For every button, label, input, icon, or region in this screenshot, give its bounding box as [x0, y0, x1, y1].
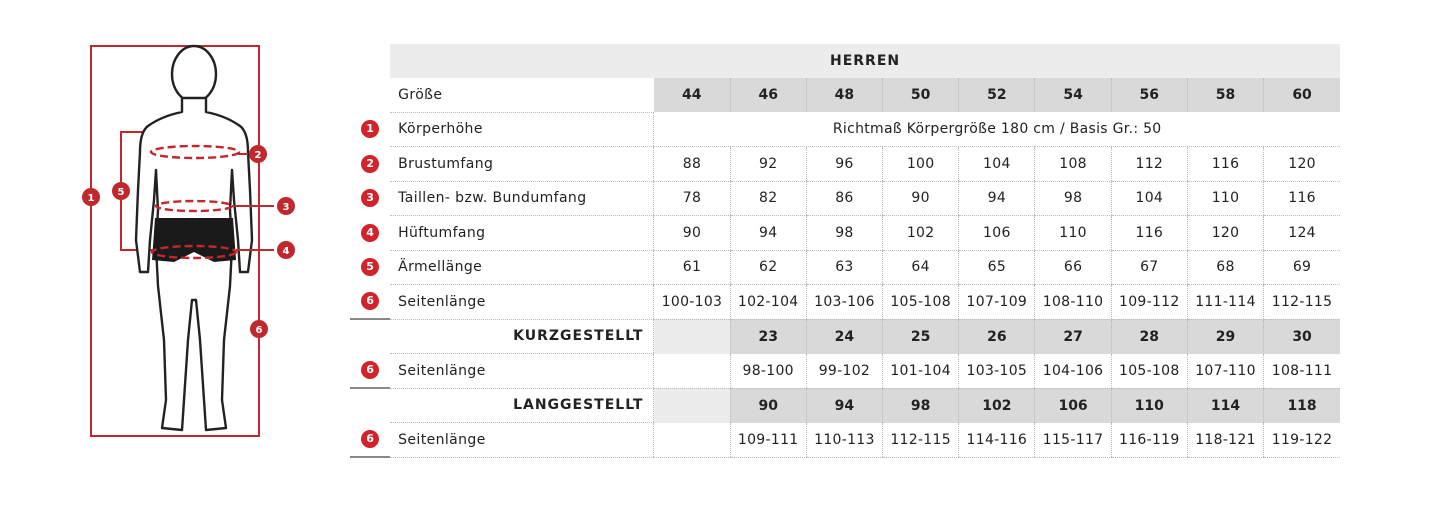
- measurement-label: Körperhöhe: [390, 112, 654, 147]
- measurement-value: 105-108: [1111, 354, 1187, 389]
- body-measurement-figure: [78, 40, 308, 440]
- measurement-value: 114-116: [959, 423, 1035, 458]
- measurement-value: 64: [883, 250, 959, 285]
- measurement-value: 118-121: [1187, 423, 1263, 458]
- size-header-cell: 50: [883, 78, 959, 112]
- measurement-value: 110: [1187, 181, 1263, 216]
- section-label: LANGGESTELLT: [390, 388, 654, 423]
- measurement-value: 112: [1111, 147, 1187, 182]
- section-size-cell: 27: [1035, 319, 1111, 354]
- table-title: HERREN: [390, 44, 1340, 78]
- size-header-row: [350, 78, 1340, 112]
- measurement-value: 112-115: [883, 423, 959, 458]
- kurzgestellt-header-row: [350, 319, 1340, 354]
- number-badge: 6: [361, 292, 379, 310]
- measurement-value: 102-104: [730, 285, 806, 320]
- measurement-value: 107-109: [959, 285, 1035, 320]
- marker-6-label: 6: [255, 325, 263, 336]
- measurement-value: 63: [806, 250, 882, 285]
- section-size-cell: 102: [959, 388, 1035, 423]
- measurement-row: [350, 147, 1340, 182]
- measurement-value: 111-114: [1187, 285, 1263, 320]
- measurement-value: 115-117: [1035, 423, 1111, 458]
- measurement-value: 108-111: [1264, 354, 1340, 389]
- measurement-value: 94: [959, 181, 1035, 216]
- section-size-cell: 28: [1111, 319, 1187, 354]
- marker-4-label: 4: [282, 246, 290, 257]
- number-badge: 1: [361, 120, 379, 138]
- measurement-value: 106: [959, 216, 1035, 251]
- measurement-row: [350, 216, 1340, 251]
- section-size-cell: 106: [1035, 388, 1111, 423]
- measurement-value: 120: [1187, 216, 1263, 251]
- measurement-label: Hüftumfang: [390, 216, 654, 251]
- kurzgestellt-row: [350, 354, 1340, 389]
- measurement-value: [654, 423, 730, 458]
- measurement-value: 66: [1035, 250, 1111, 285]
- measurement-row: [350, 181, 1340, 216]
- measurement-value: 103-105: [959, 354, 1035, 389]
- section-size-cell: 24: [806, 319, 882, 354]
- measurement-value: 100-103: [654, 285, 730, 320]
- langgestellt-header-row: [350, 388, 1340, 423]
- measurement-value: 90: [883, 181, 959, 216]
- measurement-row: [350, 285, 1340, 320]
- number-badge: 3: [361, 189, 379, 207]
- size-header-cell: 48: [806, 78, 882, 112]
- section-size-cell: 30: [1264, 319, 1340, 354]
- size-header-cell: 60: [1264, 78, 1340, 112]
- section-size-cell: 110: [1111, 388, 1187, 423]
- section-size-cell: 90: [730, 388, 806, 423]
- measurement-value: 116: [1111, 216, 1187, 251]
- marker-2-label: 2: [254, 150, 262, 161]
- size-header-cell: 44: [654, 78, 730, 112]
- section-size-cell: 118: [1264, 388, 1340, 423]
- measurement-value: 98: [1035, 181, 1111, 216]
- measurement-value: 65: [959, 250, 1035, 285]
- number-badge: 2: [361, 155, 379, 173]
- section-size-cell: 98: [883, 388, 959, 423]
- measurement-value: [654, 354, 730, 389]
- measurement-value: 124: [1264, 216, 1340, 251]
- measurement-value: 99-102: [806, 354, 882, 389]
- reference-note: Richtmaß Körpergröße 180 cm / Basis Gr.: 50: [654, 112, 1340, 147]
- measurement-value: 61: [654, 250, 730, 285]
- measurement-label: Seitenlänge: [390, 354, 654, 389]
- marker-5-label: 5: [117, 187, 125, 198]
- size-header-cell: 52: [959, 78, 1035, 112]
- measurement-value: 104: [1111, 181, 1187, 216]
- measurement-value: 98-100: [730, 354, 806, 389]
- section-size-cell: 25: [883, 319, 959, 354]
- measurement-value: 116: [1264, 181, 1340, 216]
- measurement-value: 94: [730, 216, 806, 251]
- measurement-value: 110: [1035, 216, 1111, 251]
- measurement-value: 108-110: [1035, 285, 1111, 320]
- measurement-label: Seitenlänge: [390, 285, 654, 320]
- measurement-value: 108: [1035, 147, 1111, 182]
- measurement-value: 62: [730, 250, 806, 285]
- section-size-cell: 114: [1187, 388, 1263, 423]
- number-badge: 6: [361, 361, 379, 379]
- measurement-value: 110-113: [806, 423, 882, 458]
- measurement-value: 112-115: [1264, 285, 1340, 320]
- size-header-label: Größe: [390, 78, 654, 112]
- measurement-value: 116-119: [1111, 423, 1187, 458]
- section-size-cell: 26: [959, 319, 1035, 354]
- section-size-cell: [654, 388, 730, 423]
- marker-3-label: 3: [282, 202, 290, 213]
- measurement-value: 90: [654, 216, 730, 251]
- measurement-value: 109-111: [730, 423, 806, 458]
- measurement-value: 86: [806, 181, 882, 216]
- measurement-row-koerperhoehe: [350, 112, 1340, 147]
- measurement-value: 103-106: [806, 285, 882, 320]
- measurement-value: 101-104: [883, 354, 959, 389]
- section-size-cell: 29: [1187, 319, 1263, 354]
- measurement-value: 88: [654, 147, 730, 182]
- measurement-value: 105-108: [883, 285, 959, 320]
- measurement-value: 104: [959, 147, 1035, 182]
- measurement-value: 92: [730, 147, 806, 182]
- measurement-value: 120: [1264, 147, 1340, 182]
- measurement-value: 116: [1187, 147, 1263, 182]
- measurement-value: 107-110: [1187, 354, 1263, 389]
- measurement-label: Taillen- bzw. Bundumfang: [390, 181, 654, 216]
- section-size-cell: 94: [806, 388, 882, 423]
- measurement-value: 67: [1111, 250, 1187, 285]
- measurement-value: 98: [806, 216, 882, 251]
- measurement-value: 82: [730, 181, 806, 216]
- measurement-value: 96: [806, 147, 882, 182]
- measurement-value: 69: [1264, 250, 1340, 285]
- measurement-row: [350, 250, 1340, 285]
- measurement-value: 78: [654, 181, 730, 216]
- measurement-value: 109-112: [1111, 285, 1187, 320]
- size-header-cell: 46: [730, 78, 806, 112]
- measurement-value: 68: [1187, 250, 1263, 285]
- number-badge: 6: [361, 430, 379, 448]
- marker-1-label: 1: [87, 193, 95, 204]
- title-row: [350, 44, 1340, 78]
- size-header-cell: 58: [1187, 78, 1263, 112]
- measurement-value: 104-106: [1035, 354, 1111, 389]
- section-label: KURZGESTELLT: [390, 319, 654, 354]
- size-header-cell: 54: [1035, 78, 1111, 112]
- measurement-label: Ärmellänge: [390, 250, 654, 285]
- section-size-cell: [654, 319, 730, 354]
- langgestellt-row: [350, 423, 1340, 458]
- number-badge: 5: [361, 258, 379, 276]
- measurement-value: 119-122: [1264, 423, 1340, 458]
- measurement-label: Seitenlänge: [390, 423, 654, 458]
- size-chart-table: [350, 44, 1340, 458]
- number-badge: 4: [361, 224, 379, 242]
- measurement-label: Brustumfang: [390, 147, 654, 182]
- measurement-value: 102: [883, 216, 959, 251]
- size-header-cell: 56: [1111, 78, 1187, 112]
- section-size-cell: 23: [730, 319, 806, 354]
- measurement-value: 100: [883, 147, 959, 182]
